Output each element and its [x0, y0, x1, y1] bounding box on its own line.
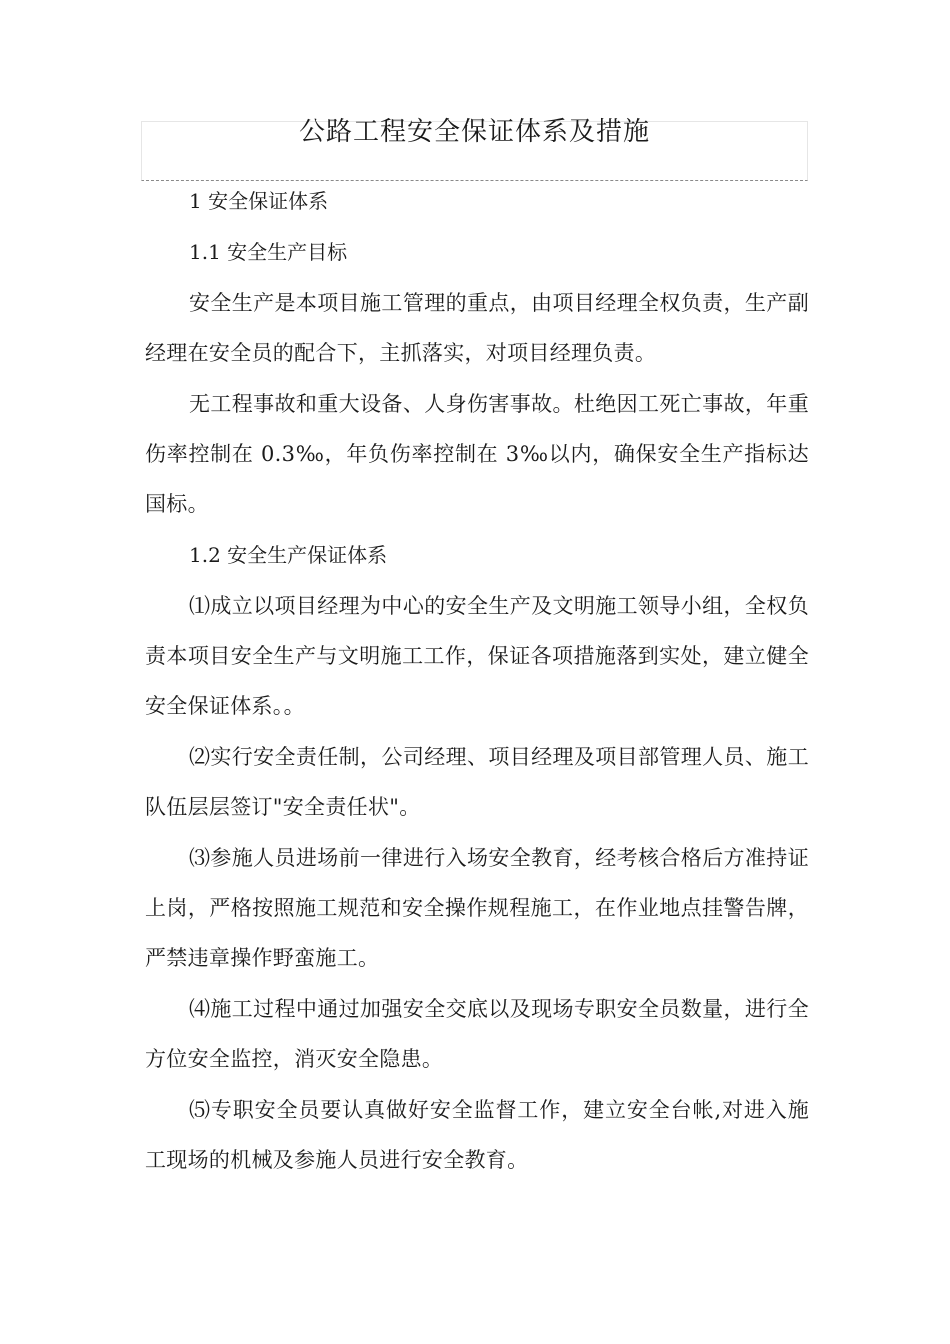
document-title: 公路工程安全保证体系及措施 — [298, 117, 650, 147]
paragraph-item-2: ⑵实行安全责任制，公司经理、项目经理及项目部管理人员、施工队伍层层签订"安全责任状"。 — [145, 745, 809, 819]
document-body — [145, 176, 809, 1186]
section-heading-1-2: 1.2 安全生产保证体系 — [189, 543, 388, 567]
paragraph-safety-targets: 无工程事故和重大设备、人身伤害事故。杜绝因工死亡事故，年重伤率控制在 0.3‰，年负伤率控制在 3‰以内，确保安全生产指标达国标。 — [145, 392, 809, 516]
section-heading-1-1: 1.1 安全生产目标 — [189, 240, 348, 264]
paragraph-item-3: ⑶参施人员进场前一律进行入场安全教育，经考核合格后方准持证上岗，严格按照施工规范和安全操作规程施工，在作业地点挂警告牌，严禁违章操作野蛮施工。 — [145, 846, 809, 970]
paragraph-item-5: ⑸专职安全员要认真做好安全监督工作，建立安全台帐,对进入施工现场的机械及参施人员进行安全教育。 — [145, 1098, 809, 1172]
section-heading-1: 1 安全保证体系 — [189, 189, 329, 213]
paragraph-item-1: ⑴成立以项目经理为中心的安全生产及文明施工领导小组，全权负责本项目安全生产与文明施工工作，保证各项措施落到实处，建立健全安全保证体系。。 — [145, 594, 809, 718]
paragraph-safety-responsibility: 安全生产是本项目施工管理的重点，由项目经理全权负责，生产副经理在安全员的配合下，主抓落实，对项目经理负责。 — [145, 291, 809, 365]
paragraph-item-4: ⑷施工过程中通过加强安全交底以及现场专职安全员数量，进行全方位安全监控，消灭安全隐患。 — [145, 997, 809, 1071]
